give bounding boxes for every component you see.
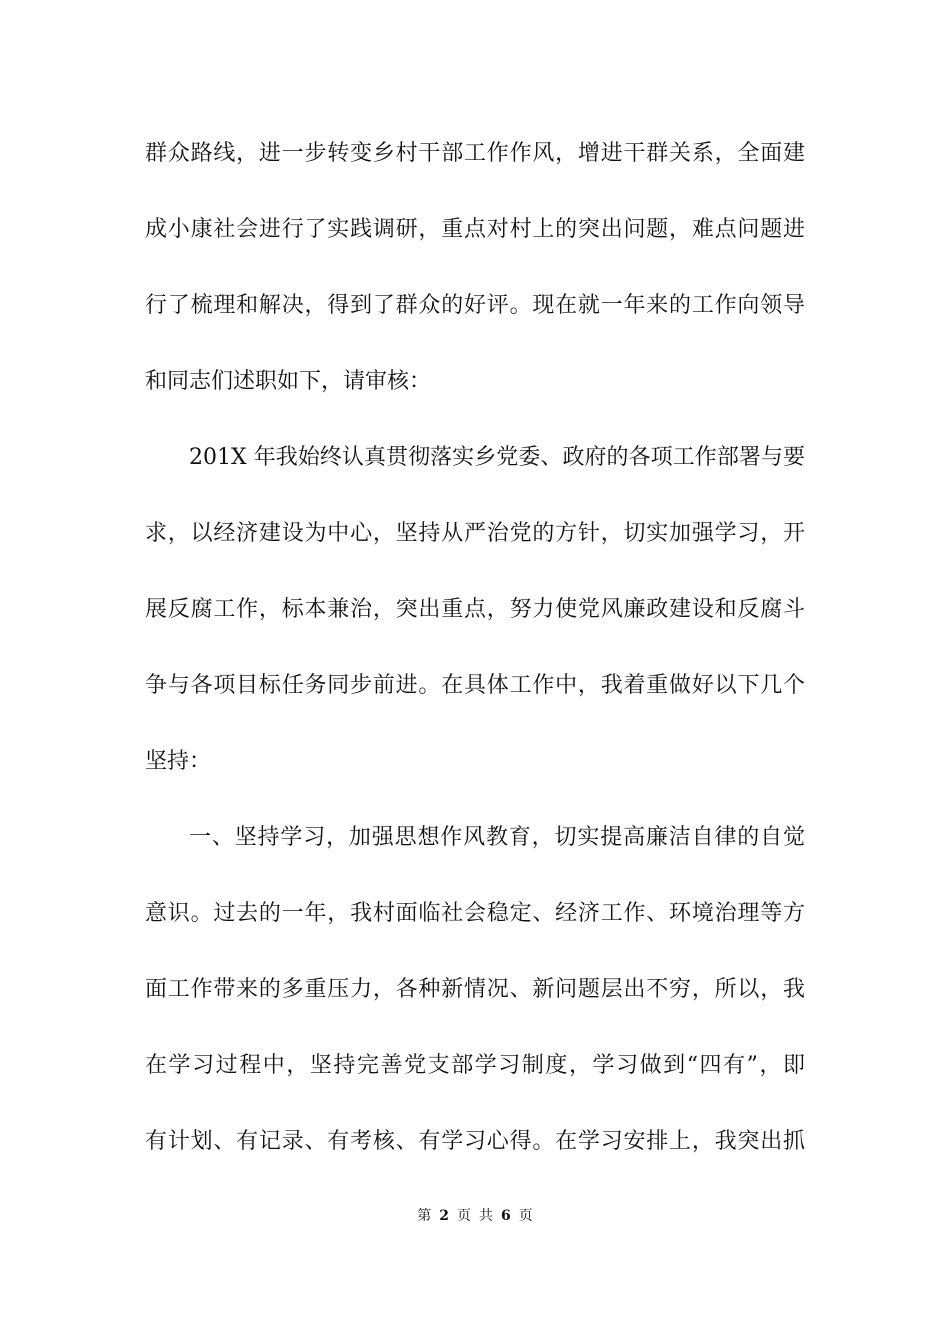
text-line: 面工作带来的多重压力，各种新情况、新问题层出不穷，所以，我 xyxy=(145,977,805,1002)
text-line: 展反腐工作，标本兼治，突出重点，努力使党风廉政建设和反腐斗 xyxy=(145,597,805,622)
text-line: 有计划、有记录、有考核、有学习心得。在学习安排上，我突出抓 xyxy=(145,1129,805,1154)
footer-total-pages: 6 xyxy=(501,1208,511,1224)
text-line: 群众路线，进一步转变乡村干部工作作风，增进干群关系，全面建 xyxy=(145,141,805,166)
text-line: 在学习过程中，坚持完善党支部学习制度，学习做到“四有”，即 xyxy=(145,1053,805,1078)
footer-page-number: 2 xyxy=(439,1208,449,1224)
text-line: 成小康社会进行了实践调研，重点对村上的突出问题，难点问题进 xyxy=(145,217,805,242)
footer-ye: 页 xyxy=(518,1208,533,1224)
footer-ye: 页 xyxy=(457,1208,471,1224)
footer-di: 第 xyxy=(417,1208,432,1224)
page-footer xyxy=(0,1206,950,1226)
text-line: 201X 年我始终认真贯彻落实乡党委、政府的各项工作部署与要 xyxy=(189,445,805,470)
text-line: 争与各项目标任务同步前进。在具体工作中，我着重做好以下几个 xyxy=(145,673,805,698)
text-line: 坚持： xyxy=(145,749,212,774)
text-line: 行了梳理和解决，得到了群众的好评。现在就一年来的工作向领导 xyxy=(145,293,805,318)
text-line: 一、坚持学习，加强思想作风教育，切实提高廉洁自律的自觉 xyxy=(189,825,805,850)
footer-gong: 共 xyxy=(479,1208,493,1224)
text-line: 意识。过去的一年，我村面临社会稳定、经济工作、环境治理等方 xyxy=(145,901,805,926)
text-line: 和同志们述职如下，请审核： xyxy=(145,369,432,394)
text-line: 求，以经济建设为中心，坚持从严治党的方针，切实加强学习，开 xyxy=(145,521,805,546)
